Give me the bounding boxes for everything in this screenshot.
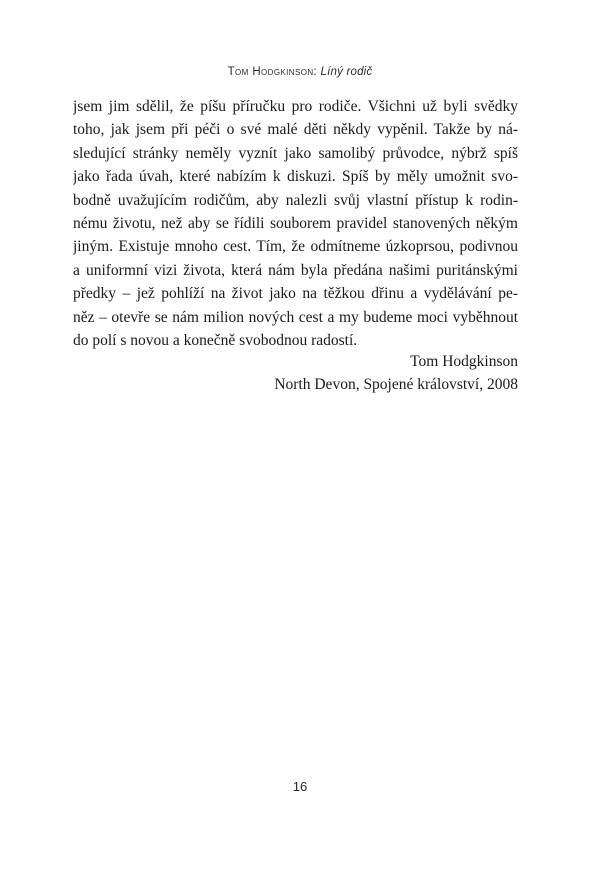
body-paragraph [73, 95, 518, 352]
signature-block [274, 350, 518, 397]
signature-name: Tom Hodgkinson [410, 353, 518, 370]
signature-place-date: North Devon, Spojené království, 2008 [274, 376, 518, 394]
running-head-title: Líný rodič [320, 66, 373, 78]
body-line: sledující stránky neměly vyznít jako samolibý průvodce, nýbrž spíš [73, 144, 518, 162]
running-head [0, 66, 600, 78]
body-line: něz – otevře se nám milion nových cest a my budeme moci vyběhnout [73, 308, 518, 326]
page-number: 16 [292, 779, 308, 794]
body-line: jiným. Existuje mnoho cest. Tím, že odmítneme úzkoprsou, podivnou [73, 238, 518, 256]
body-line: toho, jak jsem při péči o své malé děti někdy vypěnil. Takže by ná- [73, 121, 518, 139]
body-line: jako řada úvah, které nabízím k diskuzi. Spíš by měly umožnit svo- [73, 168, 518, 186]
body-line: jsem jim sdělil, že píšu příručku pro rodiče. Všichni už byli svědky [73, 98, 518, 115]
running-head-author: Tom Hodgkinson: [227, 66, 318, 78]
body-line: nému životu, než aby se řídili souborem pravidel stanovených někým [73, 215, 518, 233]
body-line: bodně uvažujícím rodičům, aby nalezli svůj vlastní přístup k rodin- [73, 191, 518, 209]
body-line: předky – jež pohlíží na život jako na těžkou dřinu a vydělávání pe- [73, 285, 518, 303]
body-line: do polí s novou a konečně svobodnou radostí. [73, 332, 358, 350]
body-line: a uniformní vizi života, která nám byla předána našimi puritánskými [73, 261, 518, 279]
